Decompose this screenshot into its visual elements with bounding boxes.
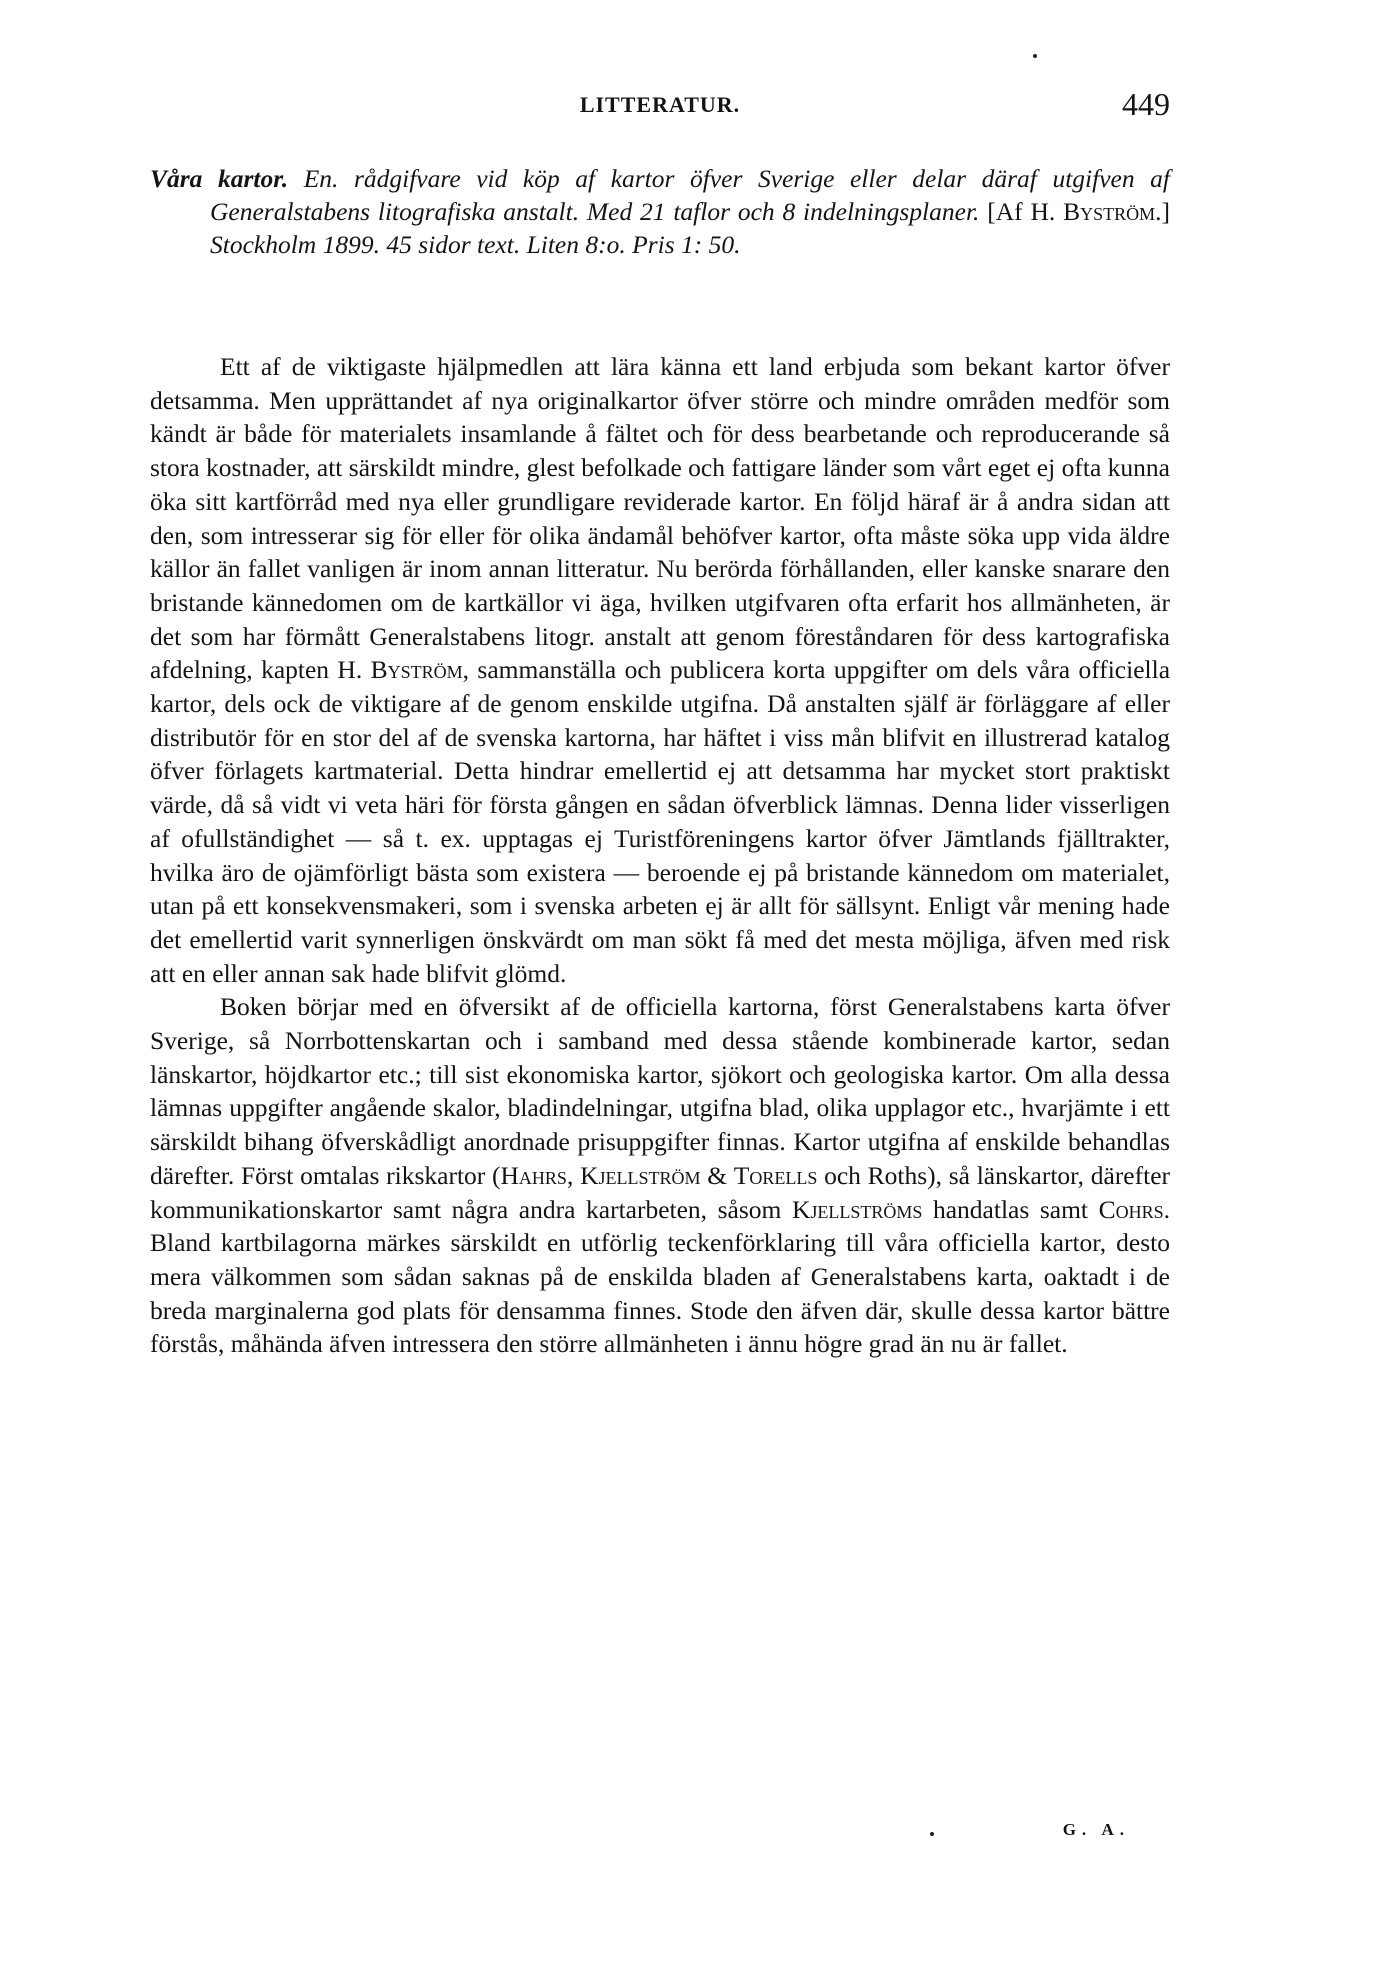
- separator-1: ,: [566, 1160, 581, 1190]
- print-speck: [930, 1832, 934, 1836]
- paragraph-1-text-a: Ett af de viktigaste hjälpmedlen att lära känna ett land erbjuda som bekant kartor öfver detsamma. Men upprättandet af nya originalkartor öfver större och mindre områden medför som kändt är både för materialets insamlande å fältet och för dess bearbetande och reproducerande så stora kostnader, att särskildt mindre, glest befolkade och fattigare länder som vårt eget ej ofta kunna öka sitt kartförråd med nya eller grundligare reviderade kartor. En följd häraf är å andra sidan att den, som intresserar sig för eller för olika ändamål behöfver kartor, ofta måste söka upp vida äldre källor än fallet vanligen är inom annan litteratur. Nu berörda förhållanden, eller kanske snarare den bristande kännedomen om de kartkällor vi äga, hvilken utgifvaren ofta erfarit hos allmänheten, är det som har förmått Generalstabens litogr. anstalt att genom föreståndaren för dess kartografiska afdelning, kapten H.: [150, 352, 1170, 685]
- person-name-hahrs: Hahrs: [500, 1160, 567, 1190]
- reference-author-name: Byström: [1063, 197, 1156, 226]
- author-signature: G. A.: [1062, 1820, 1130, 1839]
- paragraph-2: [150, 990, 1170, 1361]
- review-body: [150, 350, 1170, 1361]
- person-name-kjellstrom: Kjellström: [580, 1160, 701, 1190]
- book-reference: [150, 162, 1170, 261]
- paragraph-2-text-d: . Bland kartbilagorna märkes särskildt en utförlig teckenförklaring till våra officiella kartor, desto mera välkommen som sådan saknas på de enskilda bladen af Generalstabens karta, oaktadt i de breda marginalerna god plats för densamma finnes. Stode den äfven där, skulle dessa kartor bättre förstås, måhända äfven intressera den större allmänheten i ännu högre grad än nu är fallet.: [150, 1194, 1170, 1359]
- print-speck: [1033, 54, 1037, 58]
- reference-author-prefix: [Af H.: [987, 197, 1056, 226]
- running-title: LITTERATUR.: [579, 92, 741, 117]
- paragraph-2-text-a: Boken börjar med en öfversikt af de officiella kartorna, först Generalstabens karta öfver Sverige, så Norrbottenskartan och i samband med dessa stående kombinerade kartor, sedan länskartor, höjdkartor etc.; till sist ekonomiska kartor, sjökort och geologiska kartor. Om alla dessa lämnas uppgifter angående skalor, bladindelningar, utgifna blad, olika upplagor etc., hvarjämte i ett särskildt bihang öfverskådligt anordnade prisuppgifter finnas. Kartor utgifna af enskilde behandlas därefter. Först omtalas rikskartor (: [150, 992, 1170, 1190]
- paragraph-1: [150, 350, 1170, 990]
- person-name-cohrs: Cohrs: [1098, 1194, 1164, 1224]
- running-head: [150, 86, 1170, 132]
- paragraph-1-text-b: , sammanställa och publicera korta uppgifter om dels våra officiella kartor, dels ock de viktigare af de genom enskilde utgifna. Då anstalten själf är förläggare af eller distributör för en stor del af de svenska kartorna, har häftet i viss mån blifvit en illustrerad katalog öfver förlagets kartmaterial. Detta hindrar emellertid ej att detsamma har mycket stort praktiskt värde, då så vidt vi veta häri för första gången en sådan öfverblick lämnas. Denna lider visserligen af ofullständighet — så t. ex. upptagas ej Turistföreningens kartor öfver Jämtlands fjälltrakter, hvilka äro de ojämförligt bästa som existera — beroende ej på bristande kännedom om materialet, utan på ett konsekvensmakeri, som i svenska arbeten ej är allt för sällsynt. Enligt vår mening hade det emellertid varit synnerligen önskvärdt om man sökt få med det mesta möjliga, äfven med risk att en eller annan sak hade blifvit glömd.: [150, 655, 1171, 988]
- page-number: 449: [1122, 86, 1170, 122]
- reference-title: Våra kartor.: [150, 164, 289, 193]
- separator-2: &: [700, 1160, 734, 1190]
- reference-description: En. rådgifvare vid köp af kartor öfver Sverige eller delar däraf utgifven af Generalstabens litografiska anstalt. Med 21 taflor och 8 indelningsplaner.: [210, 164, 1170, 226]
- person-name-bystrom: Byström: [370, 655, 463, 685]
- paragraph-2-text-c: handatlas samt: [922, 1194, 1099, 1224]
- reference-imprint: Stockholm 1899. 45 sidor text. Liten 8:o. Pris 1: 50.: [210, 230, 741, 259]
- reference-entry: [150, 162, 1170, 261]
- person-name-kjellstroms: Kjellströms: [791, 1194, 923, 1224]
- person-name-torells: Torells: [733, 1160, 818, 1190]
- paragraph-2-text-b: och Roths), så länskartor, därefter kommunikationskartor samt några andra kartarbeten, såsom: [150, 1160, 1171, 1224]
- reference-author-suffix: .]: [1155, 197, 1171, 226]
